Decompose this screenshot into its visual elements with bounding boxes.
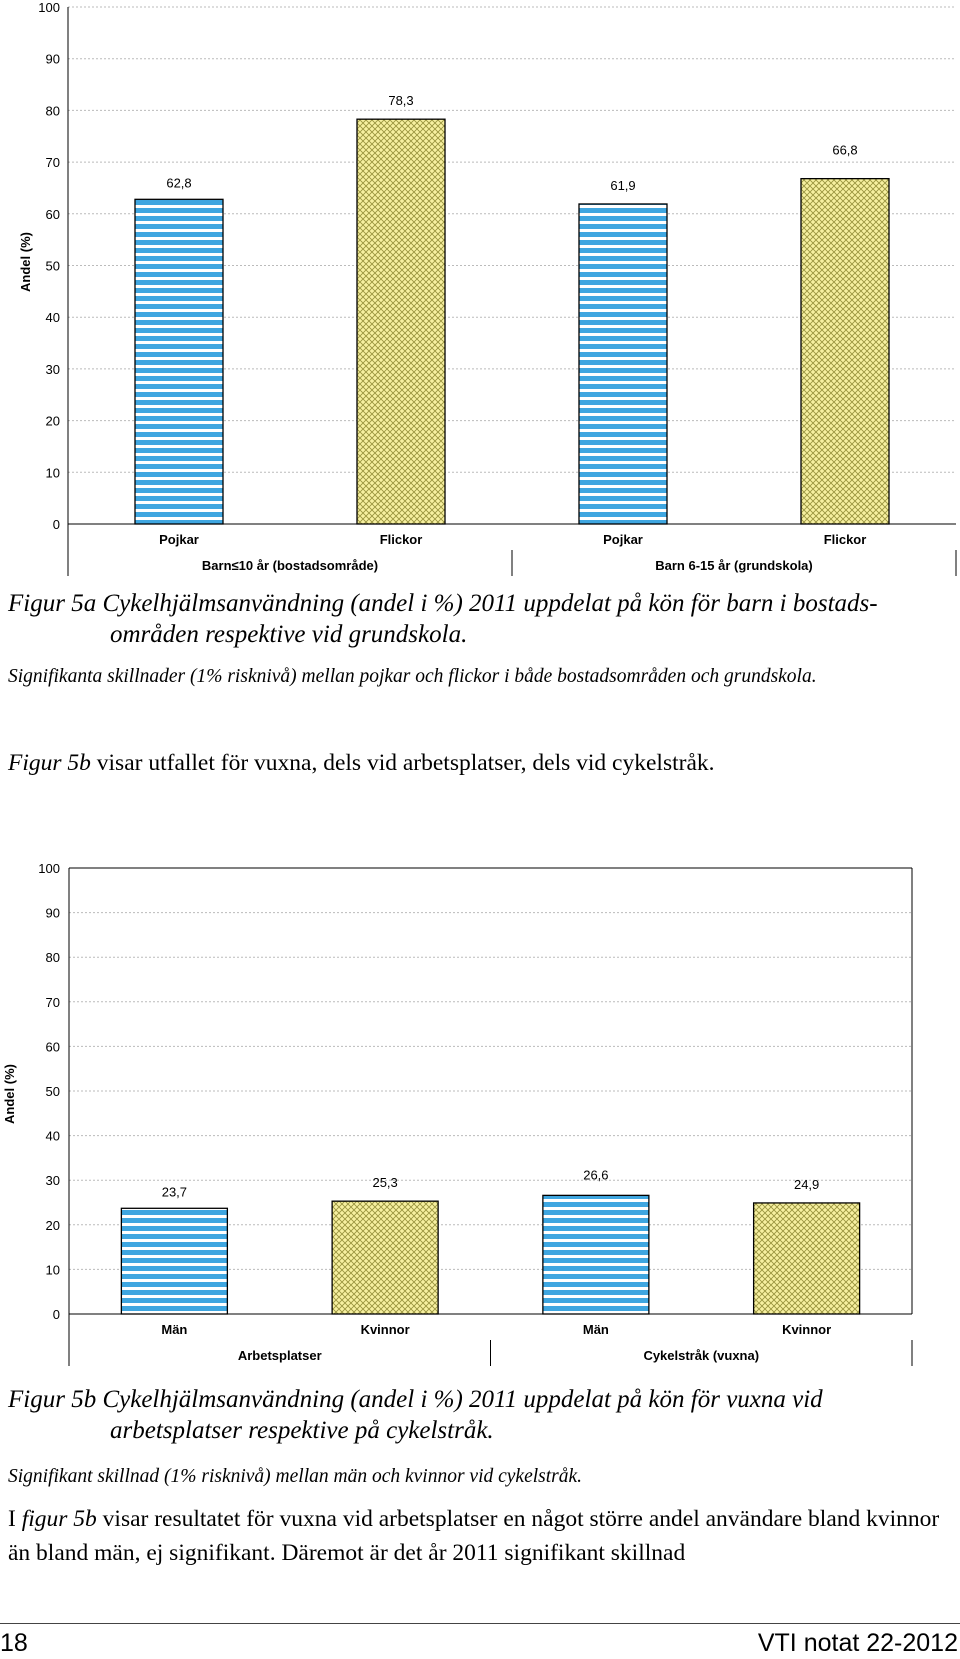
y-tick-label: 90	[45, 51, 60, 67]
group-label: Barn≤10 år (bostadsområde)	[201, 558, 379, 573]
bar	[121, 1208, 227, 1314]
y-tick-label: 100	[38, 861, 60, 876]
y-tick-label: 20	[45, 1217, 60, 1233]
bar	[135, 199, 223, 524]
y-tick-label: 60	[45, 1039, 60, 1055]
y-tick-label: 80	[45, 950, 60, 966]
category-label: Pojkar	[603, 532, 643, 547]
y-axis-title: Andel (%)	[2, 1064, 17, 1124]
data-label: 26,6	[583, 1167, 609, 1183]
fig5a-caption-line1: Figur 5a Cykelhjälmsanvändning (andel i %) 2011 uppdelat på kön för barn i bostads-	[8, 590, 878, 617]
report-id: VTI notat 22-2012	[757, 1629, 958, 1657]
bar	[801, 179, 889, 524]
y-tick-label: 0	[52, 517, 60, 532]
fig5b-caption-line1: Figur 5b Cykelhjälmsanvändning (andel i %) 2011 uppdelat på kön för vuxna vid	[8, 1386, 823, 1413]
fig5b-caption	[8, 1384, 952, 1446]
y-axis-title: Andel (%)	[18, 232, 33, 292]
y-tick-label: 60	[45, 206, 60, 222]
data-label: 66,8	[832, 142, 858, 158]
y-tick-label: 50	[45, 258, 60, 274]
y-tick-label: 40	[45, 1128, 60, 1144]
y-tick-label: 20	[45, 413, 60, 429]
bar	[332, 1201, 438, 1314]
y-tick-label: 100	[38, 0, 60, 15]
chart-fig5b	[0, 850, 960, 1370]
intro-text: visar utfallet för vuxna, dels vid arbetsplatser, dels vid cykelstråk.	[90, 750, 715, 776]
y-tick-label: 90	[45, 905, 60, 921]
y-tick-label: 10	[45, 465, 60, 481]
y-tick-label: 30	[45, 1173, 60, 1189]
y-tick-label: 50	[45, 1084, 60, 1099]
category-label: Män	[161, 1322, 188, 1337]
intro-paragraph	[8, 750, 952, 777]
y-tick-label: 10	[45, 1262, 60, 1278]
data-label: 78,3	[388, 93, 414, 109]
bar	[579, 204, 667, 524]
y-tick-label: 70	[45, 155, 60, 171]
page-footer	[0, 1627, 960, 1659]
intro-figure-ref: Figur 5b	[8, 750, 91, 776]
para-figure-ref: figur 5b	[21, 1506, 97, 1532]
bar	[543, 1195, 649, 1314]
y-tick-label: 80	[45, 103, 60, 119]
fig5a-caption-line2: områden respektive vid grundskola.	[110, 621, 468, 648]
bar	[754, 1203, 860, 1314]
data-label: 25,3	[372, 1175, 398, 1191]
data-label: 61,9	[610, 177, 636, 193]
footer-rule	[0, 1623, 960, 1624]
y-tick-label: 0	[52, 1307, 60, 1322]
para-text: visar resultatet för vuxna vid arbetsplatser en något större andel användare bland kvinnor än bland män, ej signifikant. Däremot är det år 2011 signifikant skillnad	[8, 1506, 940, 1566]
body-paragraph	[8, 1502, 952, 1570]
category-label: Kvinnor	[360, 1322, 410, 1337]
fig5b-caption-line2: arbetsplatser respektive på cykelstråk.	[110, 1417, 494, 1444]
y-tick-label: 40	[45, 310, 60, 326]
data-label: 23,7	[161, 1184, 188, 1200]
page-number: 18	[0, 1629, 28, 1657]
category-label: Flickor	[379, 532, 423, 547]
fig5a-caption	[8, 588, 952, 650]
category-label: Män	[582, 1322, 609, 1337]
fig5b-significance-note: Signifikant skillnad (1% risknivå) mellan män och kvinnor vid cykelstråk.	[8, 1466, 583, 1487]
category-label: Pojkar	[159, 532, 199, 547]
category-label: Kvinnor	[782, 1322, 832, 1337]
group-label: Cykelstråk (vuxna)	[643, 1348, 760, 1363]
y-tick-label: 30	[45, 361, 60, 377]
group-label: Barn 6-15 år (grundskola)	[655, 558, 813, 573]
chart-fig5a	[0, 0, 960, 578]
bar	[357, 119, 445, 524]
data-label: 24,9	[793, 1176, 820, 1192]
y-tick-label: 70	[45, 994, 60, 1010]
para-prefix: I	[8, 1506, 22, 1532]
fig5a-significance-note: Signifikanta skillnader (1% risknivå) mellan pojkar och flickor i både bostadsområden och grundskola.	[8, 666, 817, 687]
data-label: 62,8	[166, 175, 192, 191]
group-label: Arbetsplatser	[237, 1348, 322, 1363]
category-label: Flickor	[823, 532, 867, 547]
